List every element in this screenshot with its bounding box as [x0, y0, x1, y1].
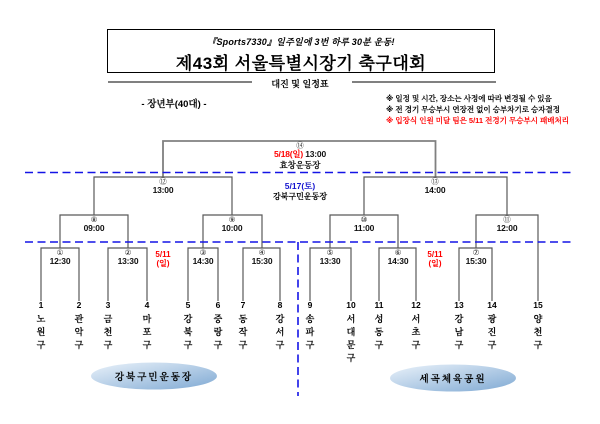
match-number: ③	[199, 248, 207, 257]
match-time: 12:30	[49, 256, 71, 266]
match-time: 15:30	[251, 256, 273, 266]
match-time: 12:00	[496, 223, 518, 233]
team-number: 6	[215, 300, 221, 310]
team-number: 3	[105, 300, 111, 310]
match-number: ①	[56, 248, 64, 257]
team-number: 14	[487, 300, 497, 310]
team-number: 8	[277, 300, 283, 310]
round1-label-2	[118, 249, 139, 267]
round1-label-5	[320, 249, 341, 267]
team-name: 송파구	[304, 314, 315, 353]
match-time: 10:00	[221, 223, 243, 233]
team-name: 서대문구	[345, 314, 356, 366]
match-time: 11:00	[353, 223, 375, 233]
team-number: 15	[533, 300, 543, 310]
team-name: 강남구	[453, 314, 464, 353]
round1-day-left	[155, 251, 170, 268]
match-number: ⑪	[503, 215, 511, 224]
round1-label-7	[466, 249, 487, 267]
team-name: 금천구	[102, 314, 113, 353]
match-number: ⑤	[326, 248, 334, 257]
match-time: 13:30	[319, 256, 341, 266]
team-8	[274, 301, 287, 358]
team-6	[212, 301, 225, 358]
event-slogan: 『Sports7330』일주일에 3번 하루 30분 운동!	[207, 37, 395, 47]
team-name: 마포구	[141, 314, 152, 353]
semifinal-date: 5/17(토)	[284, 181, 316, 191]
event-title: 제43회 서울특별시장기 축구대회	[175, 54, 427, 73]
round1-day: (일)	[156, 258, 170, 268]
semifinal-label-12	[153, 178, 174, 196]
title-box	[107, 29, 495, 73]
match-time: 13:00	[152, 185, 174, 195]
team-1	[35, 301, 48, 358]
team-4	[141, 301, 154, 358]
team-number: 1	[38, 300, 44, 310]
division-label: - 장년부(40대) -	[141, 99, 207, 110]
team-number: 7	[240, 300, 246, 310]
match-time: 14:00	[424, 185, 446, 195]
team-name: 광진구	[486, 314, 497, 353]
semifinal-venue: 강북구민운동장	[272, 192, 328, 201]
team-15	[532, 301, 545, 358]
match-time: 09:00	[83, 223, 105, 233]
notice-list	[386, 94, 569, 126]
team-12	[410, 301, 423, 358]
round1-label-3	[193, 249, 214, 267]
match-time: 15:30	[465, 256, 487, 266]
match-time: 13:00	[305, 149, 326, 159]
match-number: ⑨	[228, 215, 236, 224]
match-number: ⑦	[472, 248, 480, 257]
team-2	[73, 301, 86, 358]
round1-day-right	[427, 251, 442, 268]
match-datetime	[274, 150, 326, 160]
round1-label-1	[50, 249, 71, 267]
match-number: ⑫	[159, 177, 167, 186]
round1-label-4	[252, 249, 273, 267]
team-name: 동작구	[237, 314, 248, 353]
team-name: 서초구	[410, 314, 421, 353]
match-date: 5/18(일)	[274, 149, 304, 159]
final-match-label	[274, 142, 326, 170]
match-time: 14:30	[387, 256, 409, 266]
match-number: ②	[124, 248, 132, 257]
notice-line-red: ※ 입장식 인원 미달 팀은 5/11 전경기 무승부시 패배처리	[386, 115, 570, 125]
team-number: 12	[411, 300, 421, 310]
final-venue: 효창운동장	[279, 159, 321, 170]
venue-right-label: 세곡체육공원	[419, 374, 487, 385]
quarterfinal-label-9	[222, 216, 243, 234]
round1-date: 5/11	[155, 250, 171, 259]
notice-line: ※ 일정 및 시간, 장소는 사정에 따라 변경될 수 있음	[386, 94, 552, 103]
team-name: 강북구	[182, 314, 193, 353]
match-number: ④	[258, 248, 266, 257]
venue-left-label: 강북구민운동장	[114, 372, 194, 383]
team-name: 중랑구	[212, 314, 223, 353]
quarterfinal-label-11	[497, 216, 518, 234]
team-13	[453, 301, 466, 358]
quarterfinal-label-10	[354, 216, 374, 234]
team-number: 13	[454, 300, 464, 310]
team-number: 10	[346, 300, 356, 310]
round1-label-6	[388, 249, 409, 267]
team-name: 관악구	[73, 314, 84, 353]
team-10	[345, 301, 358, 371]
match-number: ⑭	[296, 141, 304, 150]
quarterfinal-label-8	[84, 216, 105, 234]
team-name: 노원구	[35, 314, 46, 353]
round1-day: (일)	[428, 258, 442, 268]
match-number: ⑥	[394, 248, 402, 257]
team-number: 4	[144, 300, 150, 310]
team-name: 강서구	[274, 314, 285, 353]
match-time: 13:30	[117, 256, 139, 266]
match-time: 14:30	[192, 256, 214, 266]
match-number: ⑬	[431, 177, 439, 186]
team-3	[102, 301, 115, 358]
team-5	[182, 301, 195, 358]
match-number: ⑧	[90, 215, 98, 224]
schedule-caption: 대진 및 일정표	[271, 79, 329, 89]
team-name: 양천구	[532, 314, 543, 353]
team-9	[304, 301, 317, 358]
team-11	[373, 301, 386, 358]
team-number: 2	[76, 300, 82, 310]
match-number: ⑩	[360, 215, 368, 224]
notice-line: ※ 전 경기 무승부시 연장전 없이 승부차기로 승자결정	[386, 104, 561, 114]
team-14	[486, 301, 499, 358]
team-number: 11	[374, 300, 384, 310]
team-7	[237, 301, 250, 358]
team-name: 성동구	[373, 314, 384, 353]
semifinal-day-venue	[273, 181, 327, 202]
round1-date: 5/11	[427, 250, 443, 259]
team-number: 5	[185, 300, 191, 310]
team-number: 9	[307, 300, 313, 310]
semifinal-label-13	[425, 178, 446, 196]
